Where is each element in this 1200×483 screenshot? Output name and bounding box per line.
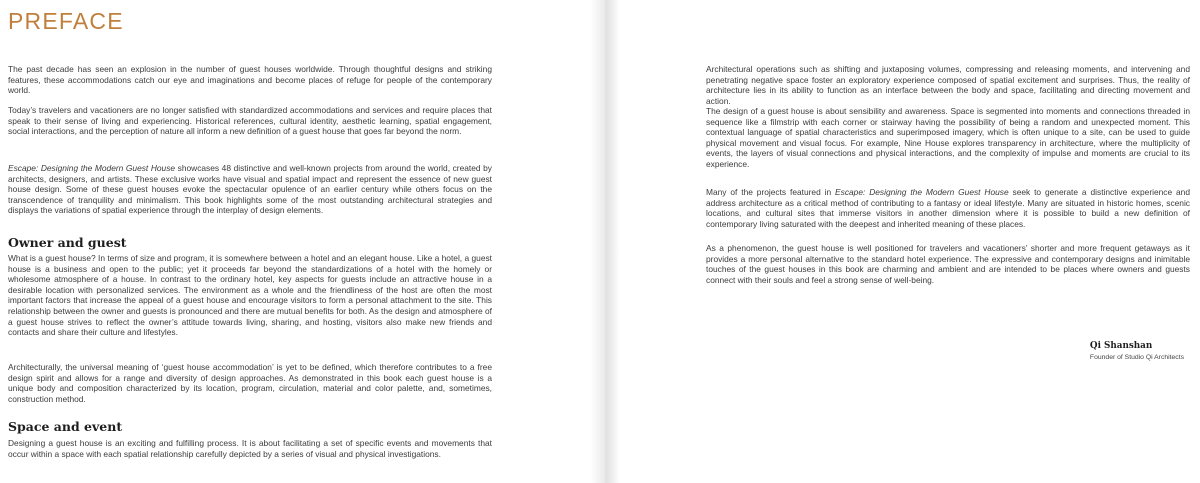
right-paragraph-3-text: seek to generate a distinctive experience and address architecture as a critical method of contributing to a fantasy or ideal lifestyle. Many are situated in historic homes, scenic locations, and cultural sites that immerse visitors in another dimension where it is possible to build a new definition of contemporary living saturated with the deepest and inherited meaning of these places. <box>706 187 1190 229</box>
right-paragraph-4 <box>706 243 1190 285</box>
owner-guest-paragraph-2 <box>8 362 492 404</box>
book-gutter <box>590 0 620 483</box>
section-owner-and-guest <box>8 235 492 250</box>
section-heading-space-event: Space and event <box>8 419 123 434</box>
space-event-paragraph-text: Designing a guest house is an exciting and fulfilling process. It is about facilitating a set of specific events and movements that occur within a space with each spatial relationship carefully depicted by a series of visual and physical investigations. <box>8 438 492 459</box>
right-paragraph-1-text: Architectural operations such as shifting and juxtaposing volumes, compressing and releasing moments, and intervening and penetrating negative space foster an exploratory experience composed of spatial excitement and surprises. Thus, the reality of architecture lies in its ability to function as an interface between the body and space, facilitating and directing movement and action. <box>706 64 1190 106</box>
page-title: PREFACE <box>8 8 124 34</box>
signature-block <box>1090 341 1184 361</box>
section-space-and-event <box>8 419 492 434</box>
right-paragraph-3 <box>706 187 1190 229</box>
owner-guest-paragraph-1-text: What is a guest house? In terms of size and program, it is somewhere between a hotel and an elegant house. Like a hotel, a guest house is a business and open to the public; yet it proceeds far beyond the standardizations of a hotel with the homely or wholesome atmosphere of a house. In contrast to the ordinary hotel, key aspects for guests include an attractive house in a desirable location with personalized services. The environment as a whole and the friendliness of the host are often the most important factors that increase the appeal of a guest house and encourage visitors to form a personal attachment to the site. This relationship between the owner and guests is pronounced and there are mutual benefits for both. As the design and atmosphere of a guest house strives to reflect the owner’s attitude towards living, sharing, and hosting, visitors also make new friends and contacts and share their culture and lifestyles. <box>8 253 492 338</box>
book-title: Escape: Designing the Modern Guest House <box>8 163 176 173</box>
intro-paragraph-1 <box>8 64 492 96</box>
section-heading-owner-guest: Owner and guest <box>8 235 127 250</box>
owner-guest-paragraph-2-text: Architecturally, the universal meaning of ‘guest house accommodation’ is yet to be defined, which therefore contributes to a free design spirit and allows for a range and diversity of design approaches. As demonstrated in this book each guest house is a unique body and composition characterized by its location, program, circulation, material and color palette, and, sometimes, construction method. <box>8 362 492 404</box>
right-paragraph-4-text: As a phenomenon, the guest house is well positioned for travelers and vacationers’ shorter and more frequent getaways as it provides a more personal alternative to the standard hotel experience. The expressive and contemporary designs and inimitable touches of the guest houses in this book are charming and ambient and are intended to be places where owners and guests connect with their souls and feel a strong sense of well-being. <box>706 243 1190 285</box>
right-paragraph-3-lead: Many of the projects featured in <box>706 187 836 197</box>
owner-guest-paragraph-1 <box>8 253 492 338</box>
intro-paragraph-1-text: The past decade has seen an explosion in the number of guest houses worldwide. Through thoughtful designs and striking features, these accommodations catch our eye and imaginations and become places of refuge for people of the contemporary world. <box>8 64 492 96</box>
intro-paragraph-2-text: Today’s travelers and vacationers are no longer satisfied with standardized accommodations and services and require places that speak to their sense of living and experiencing. Historical references, cultural identity, aesthetic learning, spatial engagement, social interactions, and the perception of nature all inform a new definition of a guest house that goes far beyond the norm. <box>8 105 492 137</box>
intro-paragraph-3-text: showcases 48 distinctive and well-known projects from around the world, created by architects, designers, and artists. These exclusive works have visual and spatial impact and represent the essence of new guest house design. Some of these guest houses evoke the spectacular opulence of an earlier century while others focus on the transcendence of tranquility and minimalism. This book highlights some of the most outstanding architectural strategies and displays the variations of spatial experience through the interplay of design elements. <box>8 163 492 216</box>
intro-paragraph-2 <box>8 105 492 137</box>
space-event-paragraph <box>8 438 492 459</box>
right-paragraph-2 <box>706 106 1190 170</box>
book-title-right: Escape: Designing the Modern Guest House <box>835 187 1009 197</box>
signature-name: Qi Shanshan <box>1089 341 1153 351</box>
right-paragraph-1 <box>706 64 1190 106</box>
right-paragraph-2-text: The design of a guest house is about sensibility and awareness. Space is segmented into moments and connections threaded in sequence like a filmstrip with each corner or stairway having the possibility of being a random and unexpected moment. This contextual language of spatial characteristics and superimposed imagery, which is often unique to a site, can be used to guide physical movement and visual focus. For example, Nine House explores transparency in architecture, where the multiplicity of events, the layers of visual connections and physical interactions, and the complexity of impulse and moments are crucial to its experience. <box>706 106 1190 169</box>
signature-role: Founder of Studio Qi Architects <box>1089 354 1184 361</box>
intro-paragraph-3 <box>8 163 492 216</box>
